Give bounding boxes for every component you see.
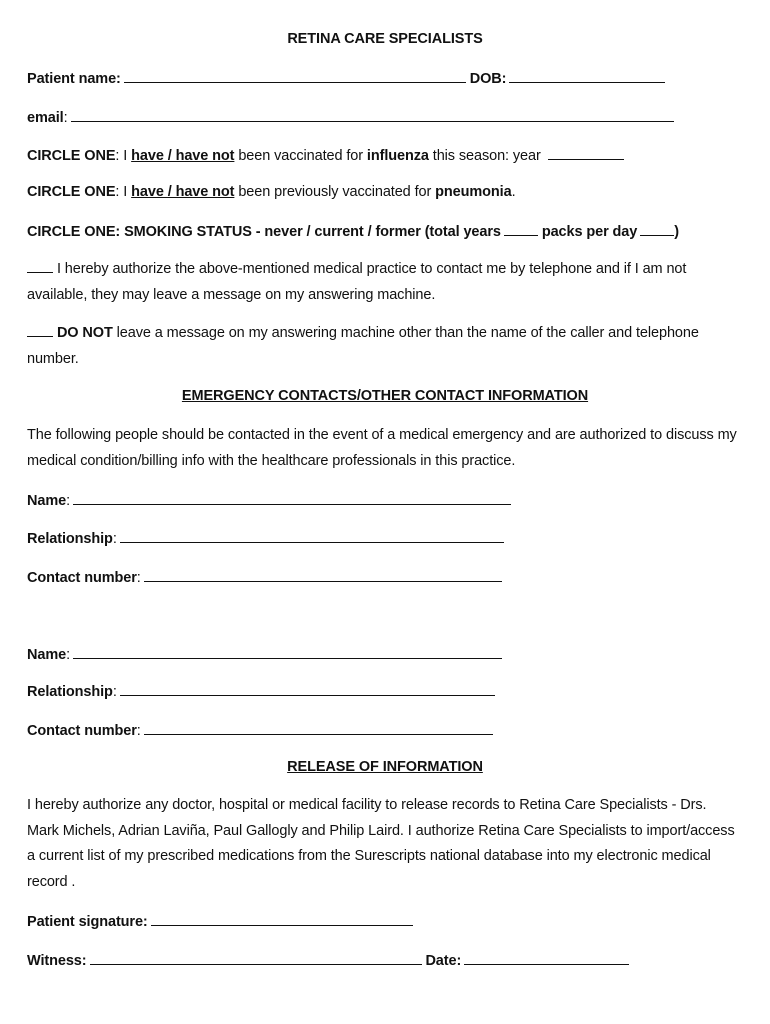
pneumonia-circle-one: CIRCLE ONE <box>27 184 116 200</box>
consent-no-message-text: leave a message on my answering machine other than the name of the caller and telephone number. <box>27 325 699 367</box>
contact2-number-label: Contact number <box>27 723 137 739</box>
influenza-row <box>27 146 624 164</box>
influenza-circle-one: CIRCLE ONE <box>27 148 116 164</box>
influenza-i-text: : I <box>115 148 132 164</box>
dob-field[interactable] <box>509 69 665 83</box>
influenza-choice[interactable]: have / have not <box>131 148 235 164</box>
influenza-suffix: this season: year <box>428 148 545 164</box>
pneumonia-choice[interactable]: have / have not <box>131 184 235 200</box>
date-field[interactable] <box>464 951 629 965</box>
patient-signature-row <box>27 912 413 930</box>
smoking-status-text[interactable]: CIRCLE ONE: SMOKING STATUS - never / current / former (total years <box>27 224 501 240</box>
contact2-name-row: Name: <box>27 645 502 663</box>
contact1-name-row: Name: <box>27 491 511 509</box>
witness-field[interactable] <box>90 951 422 965</box>
email-label: email <box>27 110 64 126</box>
patient-name-label: Patient name: <box>27 71 121 87</box>
email-field[interactable] <box>71 108 674 122</box>
influenza-year-field[interactable] <box>548 146 624 160</box>
consent-no-message-paragraph <box>27 321 737 372</box>
dob-label: DOB: <box>469 71 507 87</box>
contact2-relationship-row: Relationship: <box>27 682 495 700</box>
release-heading-row <box>0 759 770 775</box>
smoking-row <box>27 222 679 240</box>
contact1-relationship-label: Relationship <box>27 531 113 547</box>
influenza-mid-text: been vaccinated for <box>234 148 367 164</box>
pneumonia-mid-text: been previously vaccinated for <box>234 184 436 200</box>
smoking-packs-label: packs per day <box>541 224 638 240</box>
witness-label: Witness: <box>27 953 87 969</box>
patient-signature-label: Patient signature: <box>27 914 148 930</box>
patient-name-row <box>27 69 665 87</box>
contact1-number-row: Contact number: <box>27 568 502 586</box>
smoking-years-field[interactable] <box>504 222 538 236</box>
contact1-name-label: Name <box>27 493 67 509</box>
contact1-relationship-row: Relationship: <box>27 529 504 547</box>
contact2-relationship-label: Relationship <box>27 684 113 700</box>
email-row: email: <box>27 108 674 126</box>
contact2-number-row: Contact number: <box>27 721 493 739</box>
contact1-number-label: Contact number <box>27 570 137 586</box>
pneumonia-period: . <box>511 184 516 200</box>
consent-phone-initial-field[interactable] <box>27 259 53 273</box>
contact2-name-label: Name <box>27 647 67 663</box>
form-title: RETINA CARE SPECIALISTS <box>287 31 483 47</box>
contact1-relationship-field[interactable] <box>120 529 504 543</box>
witness-row <box>27 951 629 969</box>
contact1-number-field[interactable] <box>144 568 502 582</box>
consent-no-message-initial-field[interactable] <box>27 323 53 337</box>
emergency-heading: EMERGENCY CONTACTS/OTHER CONTACT INFORMATION <box>181 388 589 404</box>
pneumonia-i-text: : I <box>115 184 132 200</box>
pneumonia-row <box>27 184 516 200</box>
consent-phone-text: I hereby authorize the above-mentioned medical practice to contact me by telephone and if I am not available, they may leave a message on my answering machine. <box>27 261 687 303</box>
smoking-close: ) <box>674 224 679 240</box>
contact2-number-field[interactable] <box>144 721 493 735</box>
consent-phone-paragraph <box>27 257 737 308</box>
date-label: Date: <box>425 953 462 969</box>
pneumonia-topic: pneumonia <box>435 184 512 200</box>
release-heading: RELEASE OF INFORMATION <box>287 759 483 775</box>
patient-name-field[interactable] <box>124 69 466 83</box>
contact1-name-field[interactable] <box>73 491 511 505</box>
release-paragraph: I hereby authorize any doctor, hospital or medical facility to release records to Retina Care Specialists - Drs. Mark Michels, Adrian Laviña, Paul Gallogly and Philip Laird. I authorize Retina Care Specialists to import/access a current list of my prescribed medications from the Surescripts national database into my electronic medical record . <box>27 797 735 890</box>
influenza-topic: influenza <box>366 148 429 164</box>
patient-signature-field[interactable] <box>151 912 413 926</box>
contact2-name-field[interactable] <box>73 645 502 659</box>
emergency-heading-row <box>0 388 770 404</box>
contact2-relationship-field[interactable] <box>120 682 495 696</box>
smoking-packs-field[interactable] <box>640 222 674 236</box>
emergency-intro: The following people should be contacted in the event of a medical emergency and are authorized to discuss my medical condition/billing info with the healthcare professionals in this practice. <box>27 427 737 469</box>
do-not-text: DO NOT <box>56 325 113 341</box>
